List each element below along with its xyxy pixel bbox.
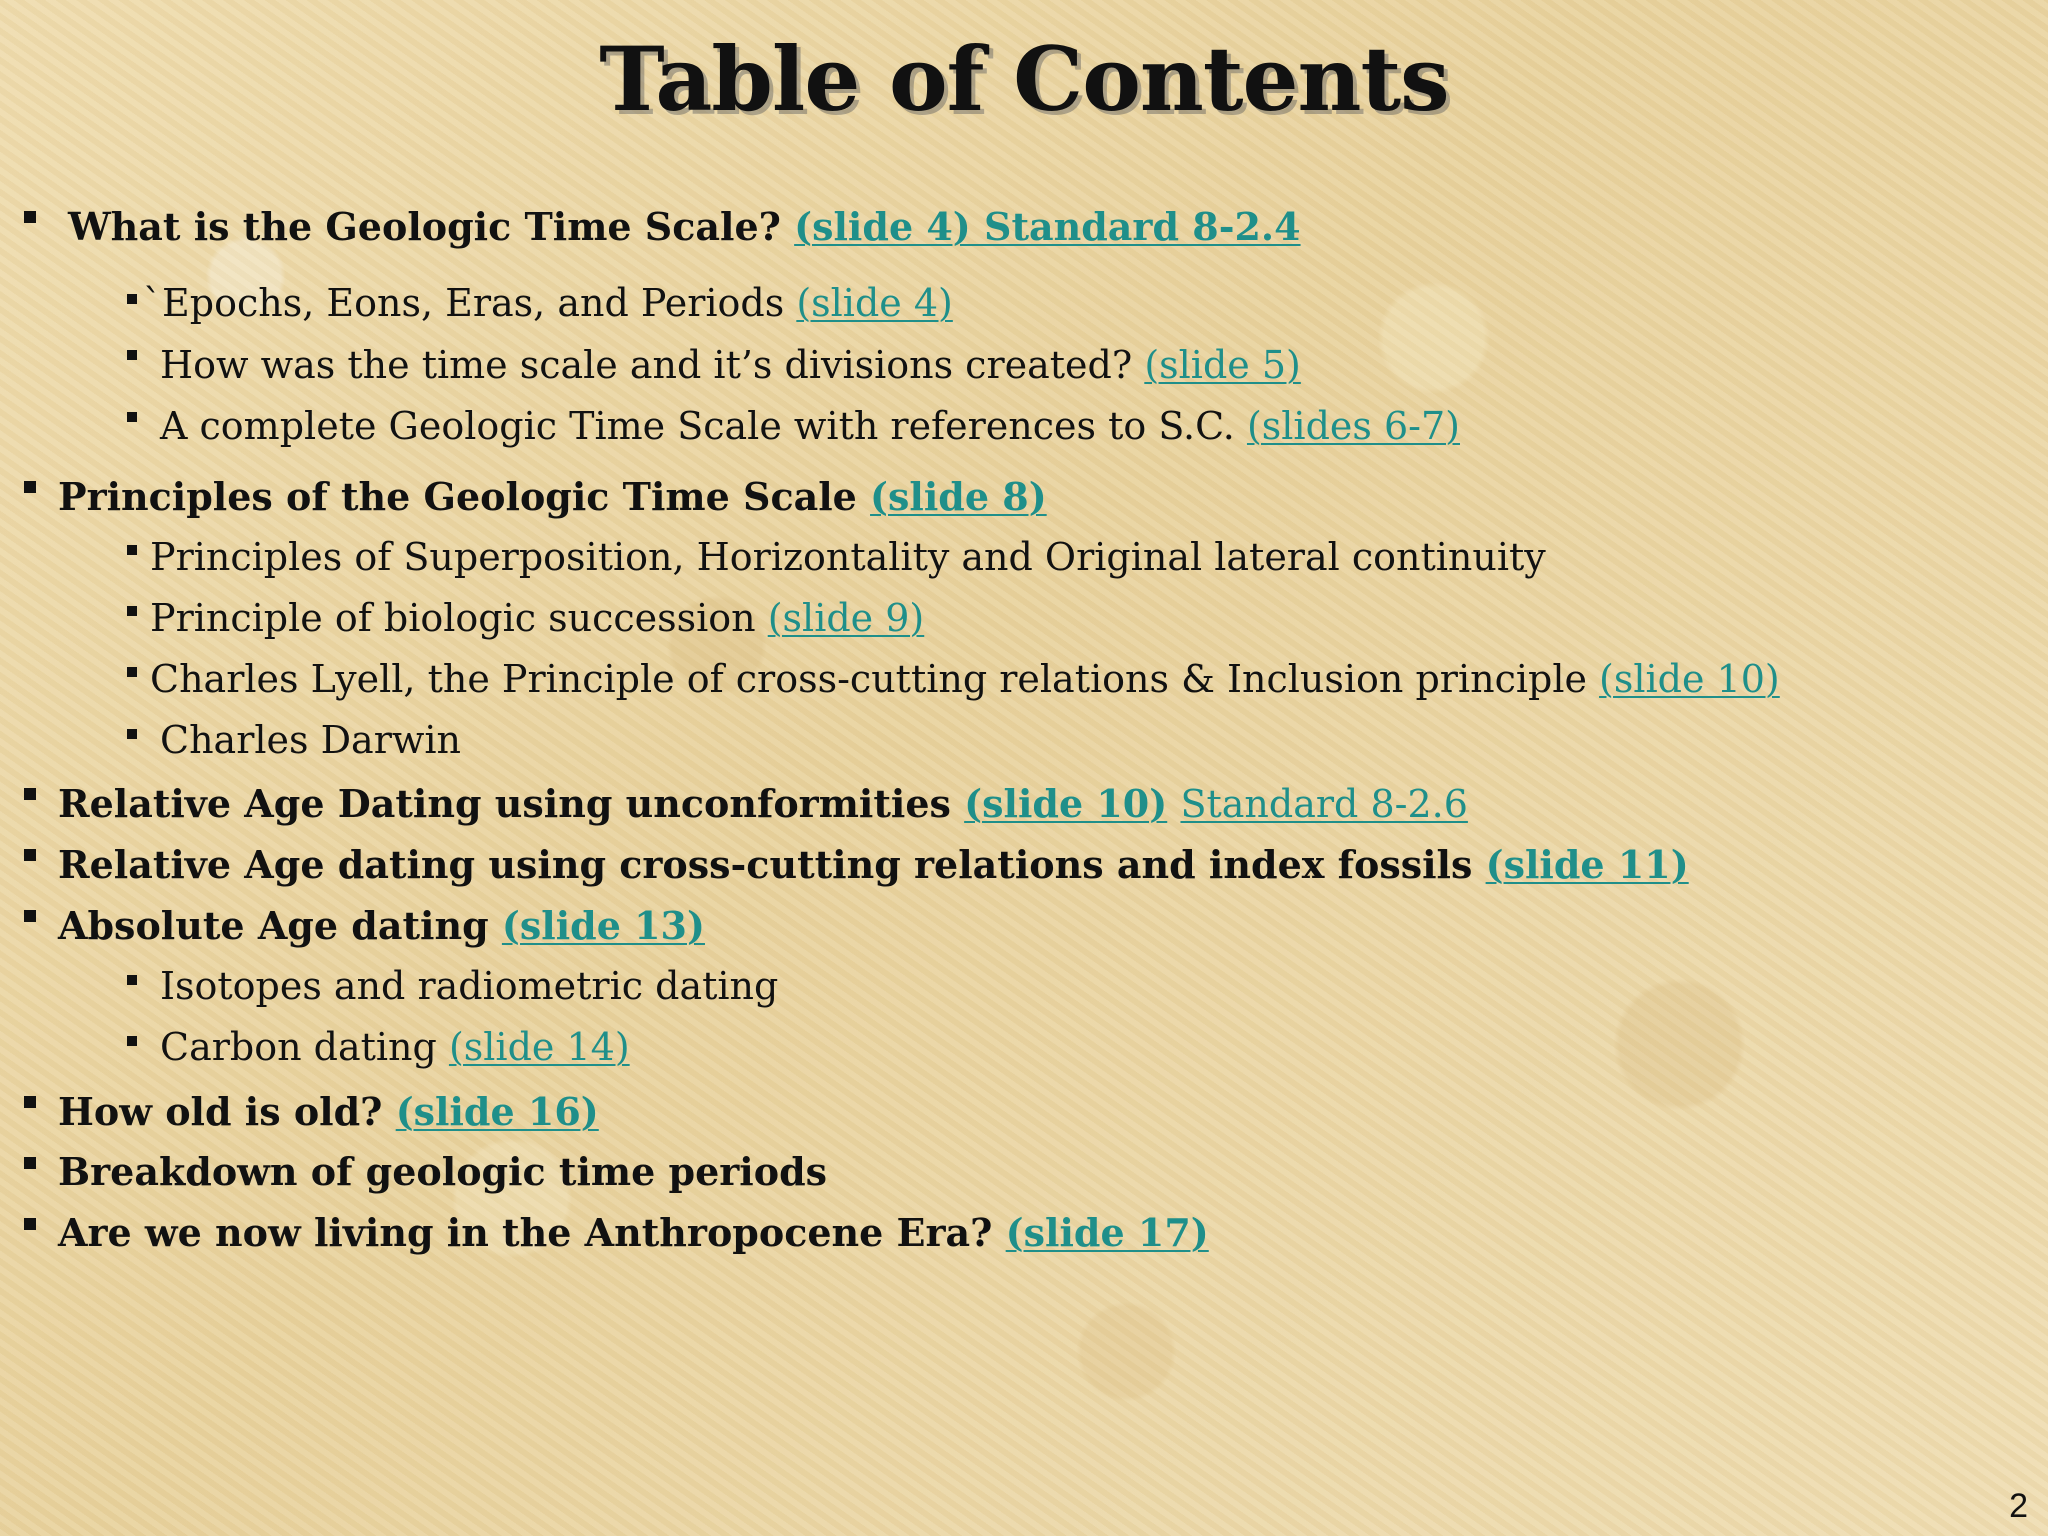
square-bullet-icon xyxy=(127,975,137,985)
toc-link-slide-4-standard[interactable]: (slide 4) Standard 8-2.4 xyxy=(794,204,1301,249)
toc-subitem-carbon-dating xyxy=(160,1026,630,1068)
toc-link-slides-6-7[interactable]: (slides 6-7) xyxy=(1246,404,1460,448)
square-bullet-icon xyxy=(127,606,137,616)
toc-link-slide-14[interactable]: (slide 14) xyxy=(448,1025,630,1069)
square-bullet-icon xyxy=(24,849,36,861)
toc-item-text: Principles of the Geologic Time Scale xyxy=(58,474,871,519)
toc-link-slide-10[interactable]: (slide 10) xyxy=(1599,657,1780,701)
toc-item-text: Are we now living in the Anthropocene Era? xyxy=(58,1210,1006,1255)
square-bullet-icon xyxy=(127,412,137,422)
square-bullet-icon xyxy=(127,545,137,555)
toc-link-slide-5[interactable]: (slide 5) xyxy=(1144,343,1301,387)
toc-subitem-charles-darwin xyxy=(160,719,461,761)
slide-number: 2 xyxy=(2009,1487,2028,1525)
square-bullet-icon xyxy=(24,1157,36,1169)
toc-item-cross-cutting-index-fossils xyxy=(58,844,1689,886)
square-bullet-icon xyxy=(24,910,36,922)
toc-link-slide-11[interactable]: (slide 11) xyxy=(1485,842,1689,887)
toc-item-text: Absolute Age dating xyxy=(58,903,502,948)
toc-item-text: Principles of Superposition, Horizontality and Original lateral continuity xyxy=(150,535,1546,579)
square-bullet-icon xyxy=(24,788,36,800)
toc-link-slide-4[interactable]: (slide 4) xyxy=(796,281,953,325)
toc-link-slide-9[interactable]: (slide 9) xyxy=(767,596,925,640)
toc-item-text: What is the Geologic Time Scale? xyxy=(68,204,795,249)
toc-item-principles xyxy=(58,476,1047,518)
toc-item-text: Principle of biologic succession xyxy=(150,596,768,640)
toc-item-text: How old is old? xyxy=(58,1089,396,1134)
toc-item-text: How was the time scale and it’s divisions created? xyxy=(160,343,1145,387)
toc-link-slide-17[interactable]: (slide 17) xyxy=(1005,1210,1209,1255)
toc-item-text: Charles Lyell, the Principle of cross-cutting relations & Inclusion principle xyxy=(150,657,1600,701)
square-bullet-icon xyxy=(24,1218,36,1230)
toc-item-text: Carbon dating xyxy=(160,1025,449,1069)
toc-subitem-charles-lyell xyxy=(150,658,1780,700)
toc-item-text: `Epochs, Eons, Eras, and Periods xyxy=(143,281,797,325)
toc-item-geologic-time-scale xyxy=(68,206,1301,248)
toc-item-text: Breakdown of geologic time periods xyxy=(58,1149,828,1194)
toc-link-slide-13[interactable]: (slide 13) xyxy=(501,903,705,948)
square-bullet-icon xyxy=(24,211,36,223)
toc-subitem-epochs xyxy=(143,282,953,324)
toc-item-anthropocene xyxy=(58,1212,1209,1254)
toc-item-unconformities xyxy=(58,783,1468,825)
square-bullet-icon xyxy=(127,350,137,360)
toc-item-text: A complete Geologic Time Scale with references to S.C. xyxy=(160,404,1247,448)
toc-item-text: Isotopes and radiometric dating xyxy=(160,964,779,1008)
square-bullet-icon xyxy=(24,481,36,493)
toc-item-text: Relative Age Dating using unconformities xyxy=(58,781,965,826)
toc-subitem-isotopes xyxy=(160,965,778,1007)
toc-item-absolute-age xyxy=(58,905,705,947)
toc-subitem-time-scale-divisions xyxy=(160,344,1301,386)
square-bullet-icon xyxy=(24,1096,36,1108)
slide-title: Table of Contents xyxy=(599,27,1449,131)
toc-link-slide-16[interactable]: (slide 16) xyxy=(395,1089,599,1134)
toc-item-how-old xyxy=(58,1091,599,1133)
toc-subitem-complete-scale xyxy=(160,405,1460,447)
toc-link-standard-8-2-6[interactable]: Standard 8-2.6 xyxy=(1180,782,1468,826)
square-bullet-icon xyxy=(127,729,137,739)
toc-link-slide-8[interactable]: (slide 8) xyxy=(870,474,1047,519)
toc-item-text: Relative Age dating using cross-cutting relations and index fossils xyxy=(58,842,1486,887)
square-bullet-icon xyxy=(127,294,137,304)
square-bullet-icon xyxy=(127,1036,137,1046)
toc-item-text: Charles Darwin xyxy=(160,718,462,762)
square-bullet-icon xyxy=(127,667,137,677)
toc-item-breakdown xyxy=(58,1151,827,1193)
toc-subitem-superposition xyxy=(150,536,1546,578)
toc-link-slide-10-bold[interactable]: (slide 10) xyxy=(964,781,1168,826)
toc-subitem-biologic-succession xyxy=(150,597,924,639)
